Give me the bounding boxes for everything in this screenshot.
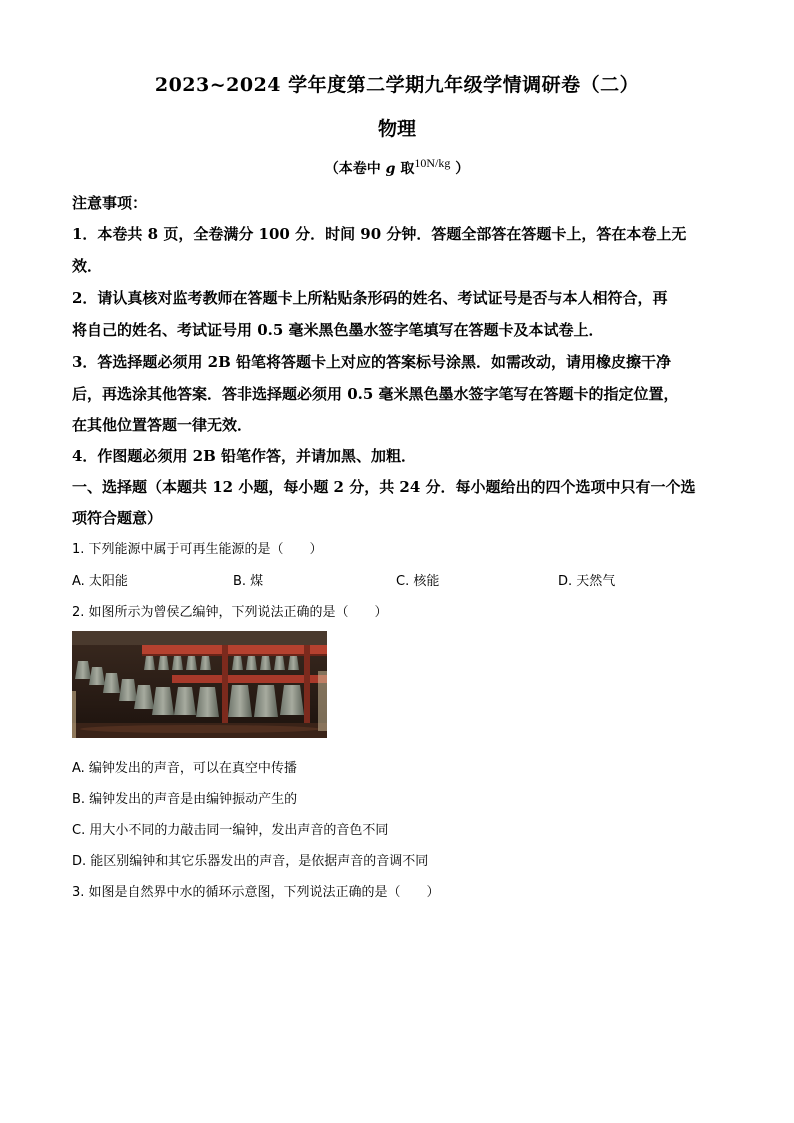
note-suffix: ）	[455, 161, 470, 177]
bianzhong-illustration	[72, 631, 327, 738]
question-1-option-c: C. 核能	[396, 574, 440, 589]
question-2-option-a: A. 编钟发出的声音，可以在真空中传播	[72, 761, 297, 776]
note-g-symbol: g	[385, 161, 396, 177]
question-1-stem: 1. 下列能源中属于可再生能源的是（ ）	[72, 542, 323, 557]
notice-heading: 注意事项：	[72, 194, 148, 212]
notice-item-1-line-1: 1．本卷共 8 页，全卷满分 100 分．时间 90 分钟．答题全部答在答题卡上，答在本卷上无	[72, 225, 687, 243]
note-value: 10N/kg	[414, 156, 451, 170]
subject-title: 物理	[377, 118, 416, 140]
notice-item-3-line-2: 后，再选涂其他答案．答非选择题必须用 0.5 毫米黑色墨水签字笔写在答题卡的指定位置，	[72, 385, 679, 403]
section-1-heading-line-2: 项符合题意）	[72, 509, 163, 527]
question-1-option-d: D. 天然气	[558, 574, 616, 589]
section-1-heading-line-1: 一、选择题（本题共 12 小题，每小题 2 分，共 24 分．每小题给出的四个选项中只有一个选	[72, 478, 696, 496]
question-2-option-d: D. 能区别编钟和其它乐器发出的声音，是依据声音的音调不同	[72, 854, 429, 869]
notice-item-4-line-1: 4．作图题必须用 2B 铅笔作答，并请加黑、加粗．	[72, 447, 416, 465]
question-2-option-c: C. 用大小不同的力敲击同一编钟，发出声音的音色不同	[72, 823, 389, 838]
question-1-option-b: B. 煤	[233, 574, 264, 589]
note-take: 取	[400, 161, 415, 177]
question-2-stem: 2. 如图所示为曾侯乙编钟，下列说法正确的是（ ）	[72, 605, 388, 620]
notice-item-2-line-1: 2．请认真核对监考教师在答题卡上所粘贴条形码的姓名、考试证号是否与本人相符合，再	[72, 289, 668, 307]
bianzhong-bells-photo	[72, 631, 327, 738]
notice-item-3-line-3: 在其他位置答题一律无效．	[72, 416, 253, 434]
note-prefix: （本卷中	[324, 161, 381, 177]
exam-title: 2023~2024 学年度第二学期九年级学情调研卷（二）	[154, 74, 640, 96]
question-1-option-a: A. 太阳能	[72, 574, 128, 589]
notice-item-1-line-2: 效．	[72, 257, 103, 275]
notice-item-3-line-1: 3．答选择题必须用 2B 铅笔将答题卡上对应的答案标号涂黑．如需改动，请用橡皮擦干净	[72, 353, 672, 371]
question-2-option-b: B. 编钟发出的声音是由编钟振动产生的	[72, 792, 298, 807]
notice-item-2-line-2: 将自己的姓名、考试证号用 0.5 毫米黑色墨水签字笔填写在答题卡及本试卷上．	[72, 321, 604, 339]
gravity-note	[0, 156, 794, 178]
question-3-stem: 3. 如图是自然界中水的循环示意图，下列说法正确的是（ ）	[72, 885, 440, 900]
